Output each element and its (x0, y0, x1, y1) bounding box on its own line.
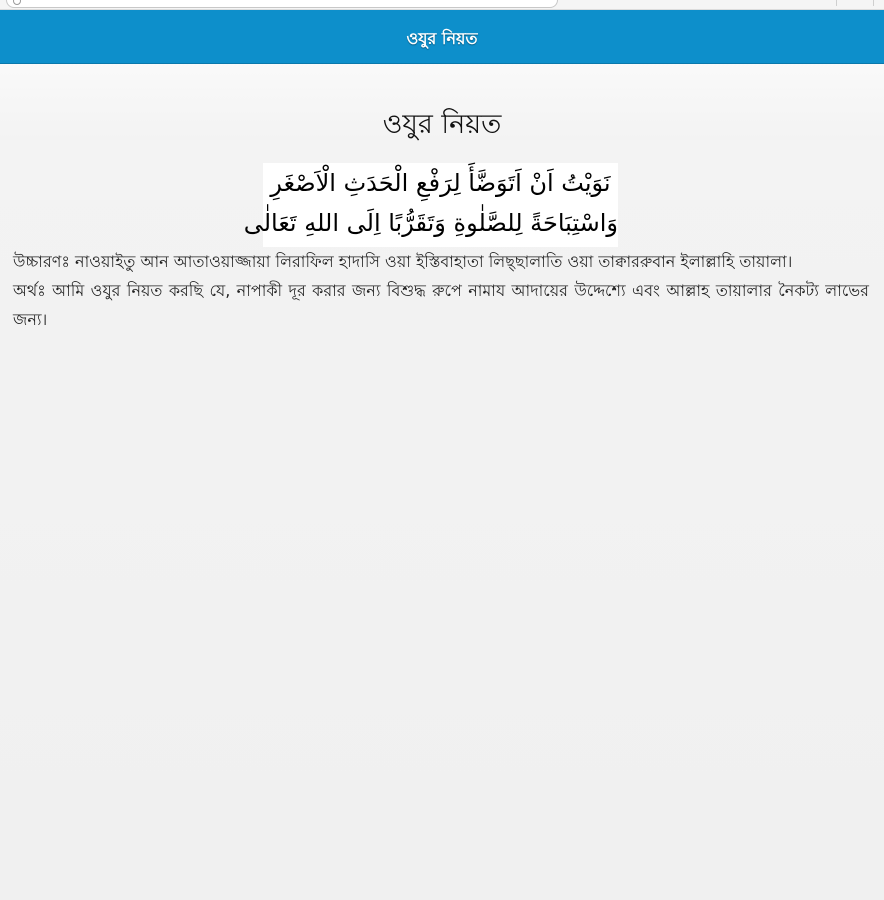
article-body (13, 247, 869, 334)
pronunciation-text: উচ্চারণঃ নাওয়াইতু আন আতাওয়াজ্জায়া লিরাফিল হাদাসি ওয়া ইস্তিবাহাতা লিছ্ছালাতি ওয়া তাক্বাররুবান ইলাল্লাহি তায়ালা। (13, 252, 793, 271)
toolbar-divider (836, 0, 837, 6)
arabic-line-1: نَوَيْتُ اَنْ اَتَوَضَّأَ لِرَفْعِ الْحَدَثِ الْاَصْغَرِ (270, 169, 611, 197)
header-title: ওযুর নিয়ত (406, 29, 478, 48)
search-icon (13, 0, 21, 5)
address-bar[interactable] (6, 0, 558, 8)
arabic-niyat-image (243, 163, 618, 247)
toolbar-divider (873, 0, 874, 6)
meaning-text: অর্থঃ আমি ওযুর নিয়ত করছি যে, নাপাকী দূর করার জন্য বিশুদ্ধ রুপে নামায আদায়ের উদ্দেশ্যে এবং আল্লাহ তায়ালার নৈকট্য লাভের জন্য। (13, 281, 869, 329)
browser-top-strip (0, 0, 884, 10)
app-header (0, 10, 884, 64)
page-title: ওযুর নিয়ত (382, 109, 502, 140)
arabic-line-2: وَاسْتِبَاحَةً لِلصَّلٰوةِ وَتَقَرُّبًا اِلَى اللهِ تَعَالٰى (243, 209, 618, 237)
